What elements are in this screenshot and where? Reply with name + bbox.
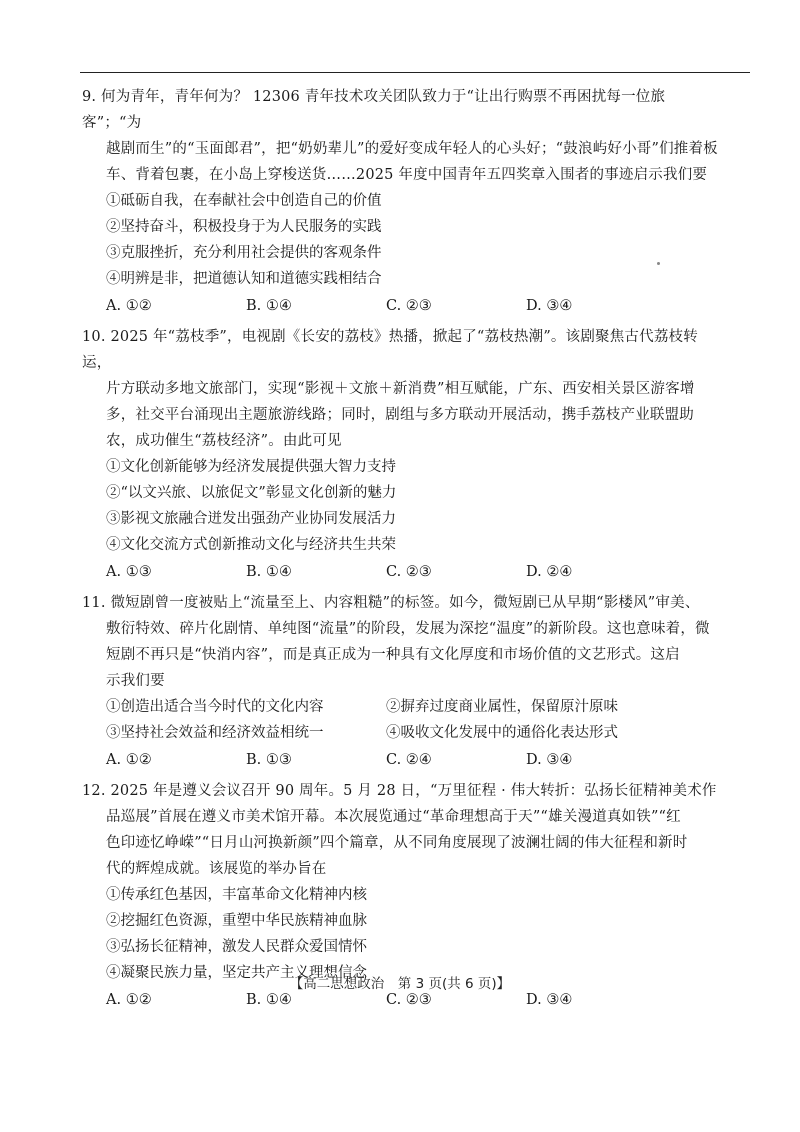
question-12-stem-line-1: 12. 2025 年是遵义会议召开 90 周年。5 月 28 日，“万里征程 · 伟大转折：弘扬长征精神美术作 [82, 783, 717, 799]
answer-choice-a[interactable]: A. ①② [106, 298, 152, 314]
question-11-stem-line-4: 示我们要 [106, 673, 165, 689]
question-9-stem-line-2: 越剧而生”的“玉面郎君”，把“奶奶辈儿”的爱好变成年轻人的心头好；“鼓浪屿好小哥”们推着板 [106, 141, 718, 157]
answer-choice-b[interactable]: B. ①④ [246, 564, 292, 580]
question-12-option-2: ②挖掘红色资源，重塑中华民族精神血脉 [106, 913, 367, 929]
answer-choice-c[interactable]: C. ②④ [386, 752, 432, 768]
answer-choice-b[interactable]: B. ①③ [246, 752, 292, 768]
question-10-option-3: ③影视文旅融合迸发出强劲产业协同发展活力 [106, 511, 396, 527]
question-10-option-1: ①文化创新能够为经济发展提供强大智力支持 [106, 459, 396, 475]
question-11-option-3: ③坚持社会效益和经济效益相统一 [106, 725, 324, 741]
answer-choice-c[interactable]: C. ②③ [386, 298, 432, 314]
question-10-answer-choices [82, 558, 722, 586]
page-footer: 【高二思想政治 第 3 页(共 6 页)】 [289, 976, 511, 992]
question-9 [82, 84, 722, 320]
question-10-stem-line-2: 片方联动多地文旅部门，实现“影视＋文旅＋新消费”相互赋能，广东、西安相关景区游客增 [106, 381, 695, 397]
question-10-stem-line-4: 农，成功催生“荔枝经济”。由此可见 [106, 433, 342, 449]
question-11-answer-choices [82, 746, 722, 774]
answer-choice-d[interactable]: D. ③④ [526, 752, 573, 768]
question-10-stem-line-3: 多，社交平台涌现出主题旅游线路；同时，剧组与多方联动开展活动，携手荔枝产业联盟助 [106, 407, 694, 423]
scan-speck [657, 262, 660, 265]
question-12-stem-line-2: 品巡展”首展在遵义市美术馆开幕。本次展览通过“革命理想高于天”“雄关漫道真如铁”“红 [106, 809, 681, 825]
exam-page-content [82, 84, 722, 1018]
question-10-option-4: ④文化交流方式创新推动文化与经济共生共荣 [106, 537, 396, 553]
question-11-option-row-2 [82, 720, 722, 746]
question-12-option-3: ③弘扬长征精神，激发人民群众爱国情怀 [106, 939, 367, 955]
question-11-option-row-1 [82, 694, 722, 720]
question-9-stem-line-3: 车、背着包裹，在小岛上穿梭送货……2025 年度中国青年五四奖章入围者的事迹启示我们要 [106, 167, 708, 183]
question-11-option-2: ②摒弃过度商业属性，保留原汁原味 [386, 699, 618, 715]
answer-choice-d[interactable]: D. ②④ [526, 564, 573, 580]
question-11-stem-line-1: 11. 微短剧曾一度被贴上“流量至上、内容粗糙”的标签。如今，微短剧已从早期“影楼风”审美、 [82, 595, 700, 611]
question-9-option-2: ②坚持奋斗，积极投身于为人民服务的实践 [106, 219, 382, 235]
question-10-option-2: ②“以文兴旅、以旅促文”彰显文化创新的魅力 [106, 485, 397, 501]
question-10-stem-line-1: 10. 2025 年“荔枝季”，电视剧《长安的荔枝》热播，掀起了“荔枝热潮”。该剧聚焦古代荔枝转运， [82, 329, 698, 371]
question-10 [82, 324, 722, 586]
answer-choice-a[interactable]: A. ①② [106, 992, 152, 1008]
question-9-stem-line-1: 9. 何为青年，青年何为？ 12306 青年技术攻关团队致力于“让出行购票不再困扰每一位旅客”；“为 [82, 89, 666, 131]
question-12-stem-line-3: 色印迹忆峥嵘”“日月山河换新颜”四个篇章，从不同角度展现了波澜壮阔的伟大征程和新时 [106, 835, 688, 851]
answer-choice-b[interactable]: B. ①④ [246, 992, 292, 1008]
question-9-option-3: ③克服挫折，充分利用社会提供的客观条件 [106, 245, 382, 261]
question-12-option-1: ①传承红色基因，丰富革命文化精神内核 [106, 887, 367, 903]
answer-choice-a[interactable]: A. ①② [106, 752, 152, 768]
answer-choice-c[interactable]: C. ②③ [386, 992, 432, 1008]
question-11-stem-line-3: 短剧不再只是“快消内容”，而是真正成为一种具有文化厚度和市场价值的文艺形式。这启 [106, 647, 680, 663]
question-11-stem-line-2: 敷衍特效、碎片化剧情、单纯图“流量”的阶段，发展为深挖“温度”的新阶段。这也意味着，微 [106, 621, 710, 637]
answer-choice-b[interactable]: B. ①④ [246, 298, 292, 314]
question-9-option-1: ①砥砺自我，在奉献社会中创造自己的价值 [106, 193, 382, 209]
question-12-stem-line-4: 代的辉煌成就。该展览的举办旨在 [106, 861, 327, 877]
answer-choice-d[interactable]: D. ③④ [526, 298, 573, 314]
answer-choice-a[interactable]: A. ①③ [106, 564, 152, 580]
question-11-option-1: ①创造出适合当今时代的文化内容 [106, 699, 324, 715]
question-9-answer-choices [82, 292, 722, 320]
answer-choice-c[interactable]: C. ②③ [386, 564, 432, 580]
header-rule [80, 72, 750, 73]
question-11 [82, 590, 722, 774]
question-9-option-4: ④明辨是非，把道德认知和道德实践相结合 [106, 271, 382, 287]
answer-choice-d[interactable]: D. ③④ [526, 992, 573, 1008]
question-12-option-4: ④凝聚民族力量，坚定共产主义理想信念 [106, 965, 367, 981]
question-11-option-4: ④吸收文化发展中的通俗化表达形式 [386, 725, 618, 741]
